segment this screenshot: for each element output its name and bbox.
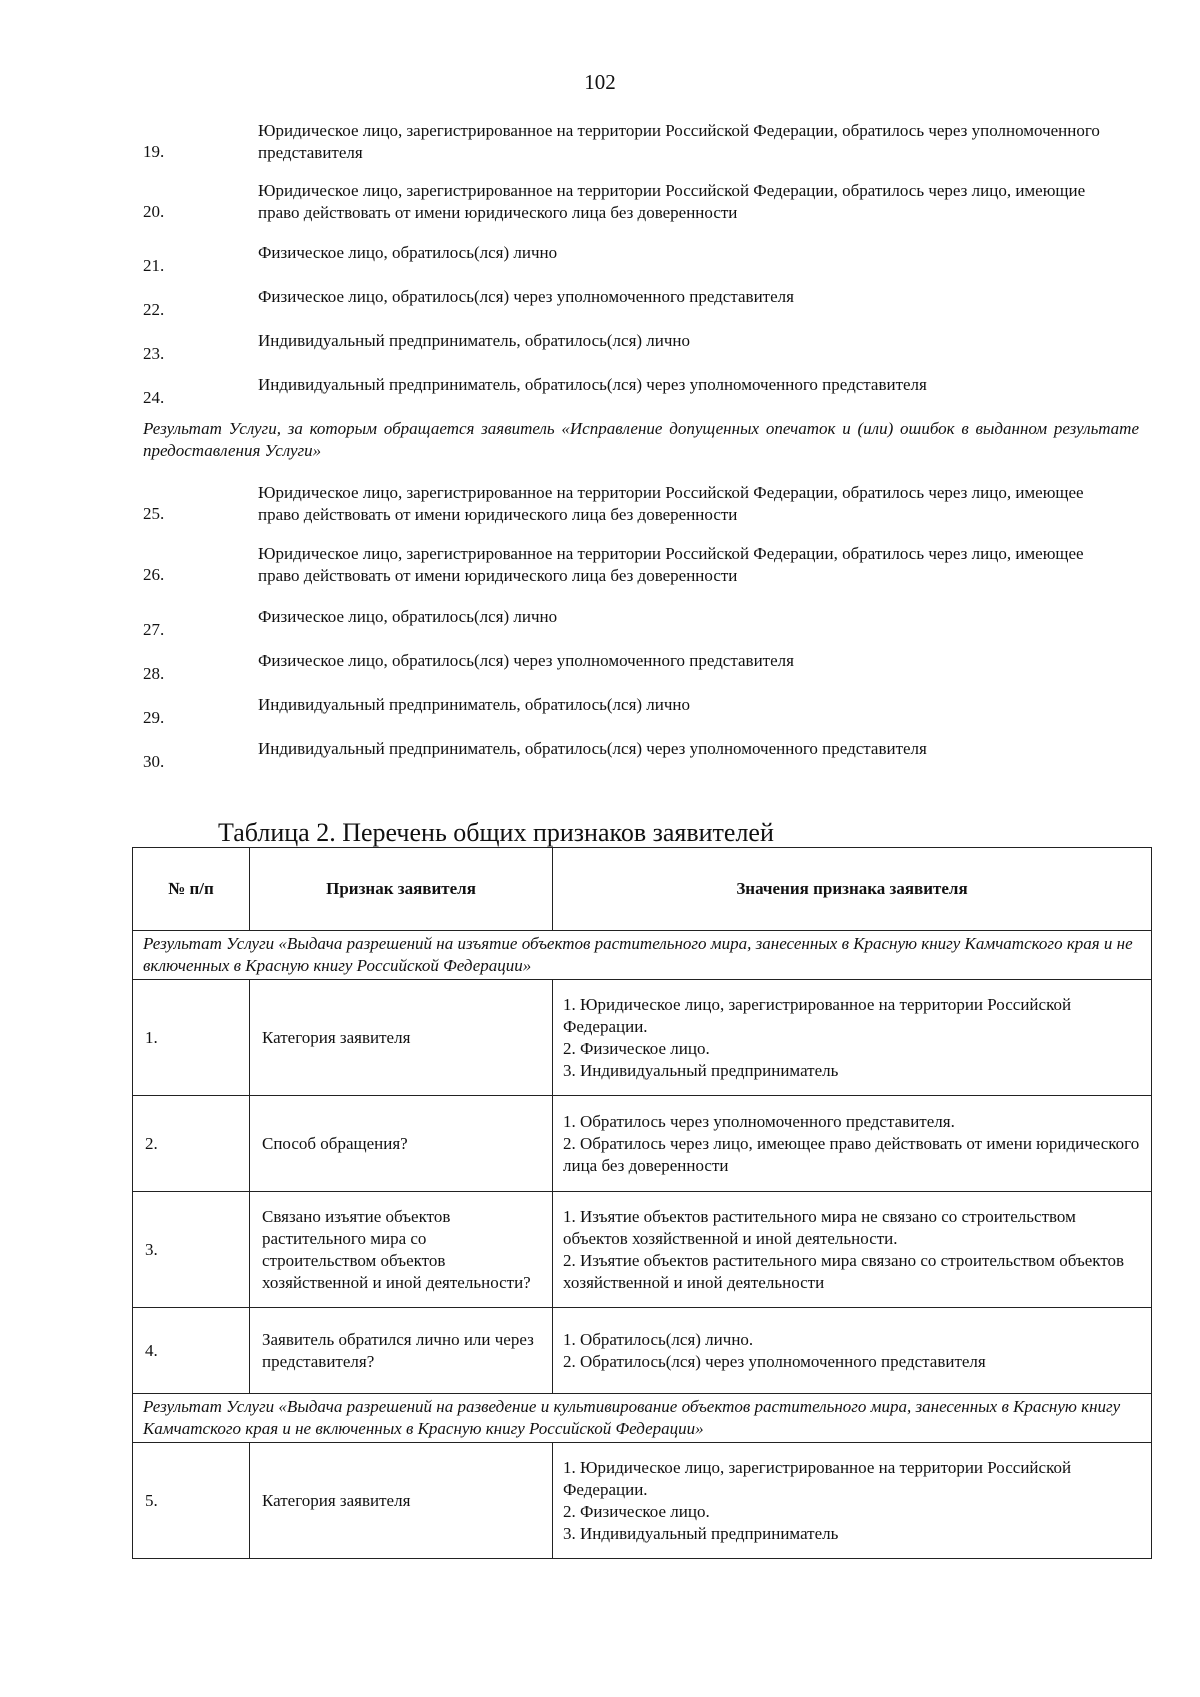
row-number: 1. [133, 980, 250, 1096]
list-item-number: 20. [143, 202, 165, 221]
row-number: 5. [133, 1443, 250, 1559]
table-header-row [133, 848, 1152, 931]
column-header-values: Значения признака заявителя [553, 848, 1152, 931]
group-heading: Результат Услуги «Выдача разрешений на разведение и культивирование объектов растительного мира, занесенных в Красную книгу Камчатского края и не включенных в Красную книгу Российской Федерации» [133, 1394, 1152, 1443]
value-line: 3. Индивидуальный предприниматель [563, 1060, 839, 1080]
page-number: 102 [584, 70, 616, 94]
list-item-text: Физическое лицо, обратилось(лся) через уполномоченного представителя [258, 287, 794, 306]
table-row [133, 1443, 1152, 1559]
list-item-text: Юридическое лицо, зарегистрированное на территории Российской Федерации, обратилось через лицо, имеющие право действовать от имени юридического лица без доверенности [258, 181, 1086, 222]
row-sign: Категория заявителя [250, 1443, 553, 1559]
list-item-text: Юридическое лицо, зарегистрированное на территории Российской Федерации, обратилось через лицо, имеющее право действовать от имени юридического лица без доверенности [258, 483, 1084, 524]
list-item-number: 30. [143, 752, 165, 771]
table-row [133, 1192, 1152, 1308]
list-item-text: Индивидуальный предприниматель, обратилось(лся) лично [258, 331, 691, 350]
list-item-number: 22. [143, 300, 165, 319]
list-item-text: Индивидуальный предприниматель, обратилось(лся) лично [258, 695, 691, 714]
value-line: 1. Юридическое лицо, зарегистрированное на территории Российской Федерации. [563, 994, 1072, 1036]
row-values [553, 1443, 1152, 1559]
value-line: 2. Физическое лицо. [563, 1038, 710, 1058]
value-line: 2. Изъятие объектов растительного мира связано со строительством объектов хозяйственной и иной деятельности [563, 1250, 1125, 1292]
row-sign: Способ обращения? [250, 1096, 553, 1192]
row-values [553, 1192, 1152, 1308]
list-item-text: Юридическое лицо, зарегистрированное на территории Российской Федерации, обратилось через уполномоченного представителя [258, 121, 1100, 162]
table-title: Таблица 2. Перечень общих признаков заявителей [218, 818, 774, 847]
list-item-number: 23. [143, 344, 165, 363]
list-item-text: Юридическое лицо, зарегистрированное на территории Российской Федерации, обратилось через лицо, имеющее право действовать от имени юридического лица без доверенности [258, 544, 1084, 585]
row-values [553, 980, 1152, 1096]
value-line: 3. Индивидуальный предприниматель [563, 1523, 839, 1543]
applicant-signs-table [132, 847, 1152, 1559]
value-line: 2. Обратилось через лицо, имеющее право действовать от имени юридического лица без доверенности [563, 1133, 1140, 1175]
list-item-number: 26. [143, 565, 165, 584]
value-line: 1. Изъятие объектов растительного мира не связано со строительством объектов хозяйственной и иной деятельности. [563, 1206, 1076, 1248]
row-values [553, 1096, 1152, 1192]
value-line: 1. Обратилось(лся) лично. [563, 1329, 754, 1349]
list-item-text: Физическое лицо, обратилось(лся) лично [258, 607, 558, 626]
group-row [133, 931, 1152, 980]
column-header-sign: Признак заявителя [250, 848, 553, 931]
list-item-number: 28. [143, 664, 165, 683]
table-row [133, 1096, 1152, 1192]
list-item-number: 24. [143, 388, 165, 407]
list-item-number: 27. [143, 620, 165, 639]
row-number: 2. [133, 1096, 250, 1192]
list-item-text: Индивидуальный предприниматель, обратилось(лся) через уполномоченного представителя [258, 375, 927, 394]
row-number: 4. [133, 1308, 250, 1394]
list-item-number: 29. [143, 708, 165, 727]
list-item-number: 21. [143, 256, 165, 275]
list-item-number: 19. [143, 142, 165, 161]
table-row [133, 980, 1152, 1096]
column-header-number: № п/п [133, 848, 250, 931]
list-item-text: Индивидуальный предприниматель, обратилось(лся) через уполномоченного представителя [258, 739, 927, 758]
list-item-text: Физическое лицо, обратилось(лся) лично [258, 243, 558, 262]
row-sign: Заявитель обратился лично или через представителя? [250, 1308, 553, 1394]
row-sign: Категория заявителя [250, 980, 553, 1096]
value-line: 2. Физическое лицо. [563, 1501, 710, 1521]
group-row [133, 1394, 1152, 1443]
value-line: 1. Юридическое лицо, зарегистрированное на территории Российской Федерации. [563, 1457, 1072, 1499]
group-heading: Результат Услуги «Выдача разрешений на изъятие объектов растительного мира, занесенных в Красную книгу Камчатского края и не включенных в Красную книгу Российской Федерации» [133, 931, 1152, 980]
row-values [553, 1308, 1152, 1394]
result-heading: Результат Услуги, за которым обращается заявитель «Исправление допущенных опечаток и (или) ошибок в выданном результате предоставления Услуги» [143, 419, 1139, 460]
list-item-number: 25. [143, 504, 165, 523]
row-number: 3. [133, 1192, 250, 1308]
value-line: 2. Обратилось(лся) через уполномоченного представителя [563, 1351, 986, 1371]
table-row [133, 1308, 1152, 1394]
row-sign: Связано изъятие объектов растительного мира со строительством объектов хозяйственной и иной деятельности? [250, 1192, 553, 1308]
list-item-text: Физическое лицо, обратилось(лся) через уполномоченного представителя [258, 651, 794, 670]
value-line: 1. Обратилось через уполномоченного представителя. [563, 1111, 955, 1131]
